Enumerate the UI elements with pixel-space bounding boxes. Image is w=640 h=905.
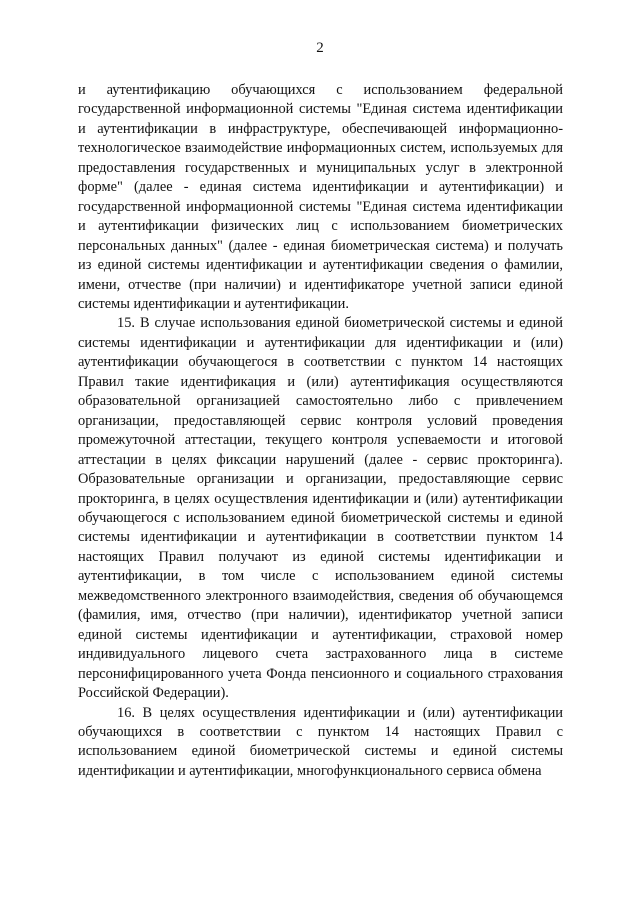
document-body	[78, 81, 563, 781]
paragraph-clause-15: 15. В случае использования единой биометрической системы и единой системы идентификации и аутентификации для идентификации и (или) аутентификации обучающегося в соответствии с пунктом 14 настоящих Правил такие идентификация и (или) аутентификация осуществляются образовательной организацией самостоятельно либо с привлечением организации, предоставляющей сервис контроля условий проведения промежуточной аттестации, текущего контроля успеваемости и итоговой аттестации в целях фиксации нарушений (далее - сервис прокторинга). Образовательные организации и организации, предоставляющие сервис прокторинга, в целях осуществления идентификации и (или) аутентификации обучающегося с использованием единой биометрической системы и единой системы идентификации и аутентификации в соответствии пунктом 14 настоящих Правил получают из единой системы идентификации и аутентификации, в том числе с использованием единой системы межведомственного электронного взаимодействия, сведения об обучающемся (фамилия, имя, отчество (при наличии), идентификатор учетной записи единой системы идентификации и аутентификации, страховой номер индивидуального лицевого счета застрахованного лица в системе персонифицированного учета Фонда пенсионного и социального страхования Российской Федерации).	[78, 315, 563, 702]
paragraph-continuation: и аутентификацию обучающихся с использованием федеральной государственной информационной системы "Единая система идентификации и аутентификации в инфраструктуре, обеспечивающей информационно-технологическое взаимодействие информационных систем, используемых для предоставления государственных и муниципальных услуг в электронной форме" (далее - единая система идентификации и аутентификации) и государственной информационной системы "Единая система идентификации и аутентификации физических лиц с использованием биометрических персональных данных" (далее - единая биометрическая система) и получать из единой системы идентификации и аутентификации сведения о фамилии, имени, отчестве (при наличии) и идентификаторе учетной записи единой системы идентификации и аутентификации.	[78, 82, 563, 312]
paragraph-clause-16: 16. В целях осуществления идентификации и (или) аутентификации обучающихся в соответствии с пунктом 14 настоящих Правил с использованием единой биометрической системы и единой системы идентификации и аутентификации, многофункционального сервиса обмена	[78, 704, 563, 779]
page-number: 2	[316, 40, 324, 56]
